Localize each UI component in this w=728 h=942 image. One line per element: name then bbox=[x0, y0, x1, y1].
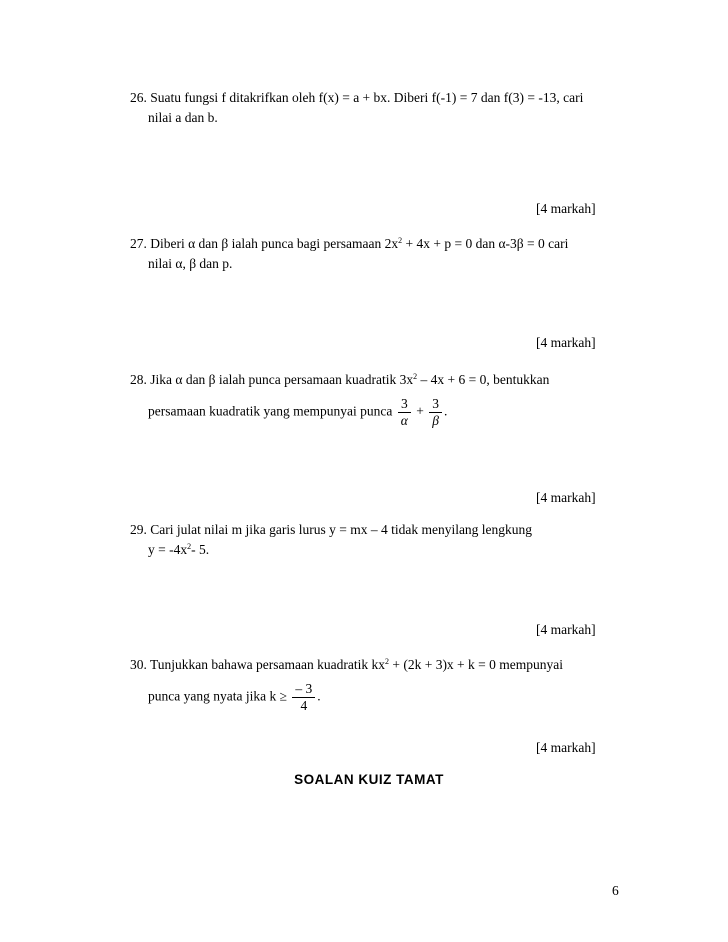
fraction-3-over-alpha: $\frac{3}{\alpha}$ bbox=[398, 396, 411, 429]
question-number: 30. bbox=[130, 657, 147, 672]
question-28: 28. Jika α dan β ialah punca persamaan kuadratik $3x^2 - 4x + 6 = 0$, bentukkan persamaan kuadratik yang mempunyai punca $\frac{3}{\alpha}$ + $\frac{3}{\beta}$ . bbox=[130, 372, 550, 428]
question-text-line2: nilai a dan b. bbox=[148, 110, 218, 125]
marks-label: [4 markah] bbox=[536, 201, 596, 216]
question-text-line2: persamaan kuadratik yang mempunyai punca bbox=[148, 403, 393, 419]
marks-label: [4 markah] bbox=[536, 335, 596, 350]
fraction-minus3-over-4: $\frac{- 3}{4}$ bbox=[292, 681, 315, 714]
question-number: 26. bbox=[130, 90, 147, 105]
question-text-line2: punca yang nyata jika k ≥ bbox=[148, 688, 287, 704]
question-number: 28. bbox=[130, 372, 147, 387]
fraction-3-over-beta: $\frac{3}{\beta}$ bbox=[429, 396, 442, 429]
marks-label: [4 markah] bbox=[536, 740, 596, 755]
question-number: 29. bbox=[130, 522, 147, 537]
plus-sign: + bbox=[416, 403, 424, 419]
marks-label: [4 markah] bbox=[536, 622, 596, 637]
page-number: 6 bbox=[612, 883, 619, 898]
question-text-line2: nilai α, β dan p. bbox=[148, 256, 233, 271]
question-30: 30. Tunjukkan bahawa persamaan kuadratik $kx^2 + (2k + 3)x + k = 0$ mempunyai punca yang nyata jika k ≥ $\frac{- 3}{4}$ . bbox=[130, 657, 564, 713]
question-number: 27. bbox=[130, 236, 147, 251]
question-26 bbox=[130, 88, 620, 128]
question-text-line1: Cari julat nilai m jika garis lurus y = mx – 4 tidak menyilang lengkung bbox=[150, 522, 533, 537]
marks-label: [4 markah] bbox=[536, 490, 596, 505]
quiz-end-heading: SOALAN KUIZ TAMAT bbox=[294, 772, 444, 787]
question-27: 27. Diberi α dan β ialah punca bagi persamaan $2x^2 + 4x + p = 0$ dan α-3β = 0 cari nilai α, β dan p. bbox=[130, 234, 620, 274]
question-text-line1: Suatu fungsi f ditakrifkan oleh f(x) = a + bx. Diberi f(-1) = 7 dan f(3) = -13, cari bbox=[150, 90, 584, 105]
question-29: 29. Cari julat nilai m jika garis lurus y = mx – 4 tidak menyilang lengkung $y = -4x^2-$ 5. bbox=[130, 522, 533, 557]
